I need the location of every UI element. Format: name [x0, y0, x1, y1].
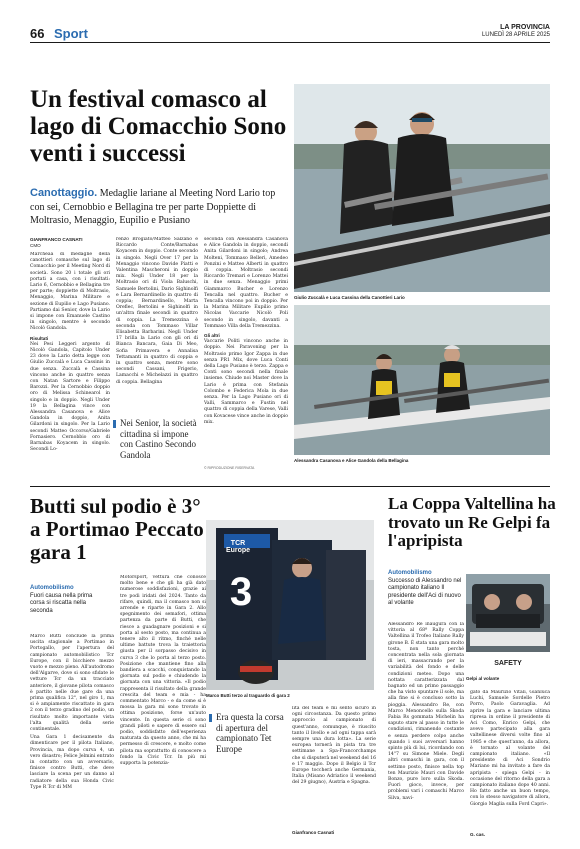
article3-col2-text: gato da Maurizio Vitali, Gianluca Luchi, Samuele Sordelle Pietro Porro, Paolo Garavaglia. Ad aprire la gara e lanciare ultima ripresa in ordine il presidente di Aci Como, Enrico Gelpi, che avevo partecipato alla gara valtellinese diversi volte fino al 1985 e che quest'anno, da allora, è tornato al volante del campionato italiano. «Il presidente di Aci Sondrio Mariano mi ha invitato a fare da apripista - spiega Gelpi - in occasione del ritorno della gara a campionato italiano dopo 40 anni. Ho fatto anche un buon tempo, con lo stesso navigatore di allora, Giorgio Maglia sulla Ford Capri».: [470, 690, 550, 807]
article3-column-1: [388, 622, 464, 844]
article2-kicker: [30, 585, 108, 615]
masthead: [482, 24, 550, 40]
article2-col2-text: Motorsport, vettura che conosce molto bene e che gli ha già dato numerose soddisfazioni, grazie ai tre podi iridati del 2024. Tanto da rifare, quindi, ma il comasco non si arrende e riparte in Gara 2. Allo spegnimento dei semafori, ottima partenza da parte di Butti, che riesce a guadagnare posizioni e si porta al sesto posto, ma continua a tenere alto il ritmo, finché nelle ultime battute trova la traiettoria giusta per il sorpasso decisivo in curva 3 che lo porta al terzo posto. Posizione che mantiene fino alla bandiera a scacchi, conquistando la giornata sul podio e chiudendo la giornata con una vittoria. «Il podio rappresenta il risultato della grande crescita del team e mia - ha commentato Marco - e da come si è mossa la gara mi sono trovato in ottima posizione, forse un'auto vincente. In questa serie ci sono grandi piloti e sapere di essere sul podio, soddisfatto dell'esperienza maturata da questo anno, che mi ha permesso di crescere, e molto come pilota ma soprattutto di conoscere a fondo la Civic Tcr. In più mi supporta la potenzia-: [120, 575, 206, 767]
article3-col1-text: Alessandro Re inaugura con la vittoria al 68ª Rally Coppa Valtellina il Trofeo Italiano Rally girone B. È stata una gara molto tosta, non tanto perché concentrata nella sola giornata di ieri, massacrando per la variabilità del fondo e delle condizioni meteo. Dopo una nottata caratterizzata dal bagnato ed un primo passaggio che ha visto spuntare il sole, ma alla fine si è concluso sotto la pioggia. Alessandro Re, con Marco Menoncello sulla Skoda Fabia Rs gommata Michelin ha saputo stare al passo in tutte le condizioni, rimanendo costante e senza perdere colpo anche quando i suoi avversari hanno spinto più di lui, ricordando con 14"7 su Simone Miele. Degli altri comaschi in gara, con il settimo posto, finisce nella top ten Maurizio Mauri con Davide Bonzo, pure loro sulla Skoda. Fuori gioco, invece, per problemi vari i comaschi Marco Silva, navi-: [388, 622, 464, 801]
article1-kicker-label: Canottaggio.: [30, 187, 98, 199]
article1-column-3: [204, 237, 288, 477]
article1-col2-text: renzo Brogiato/Matteo Salzano e Riccardo Conte/Barnabas Koyacem in doppio. Conte secondo in singolo. Negli Over 17 per la Menaggio vincono Davide Piatti e Valentina Mascheroni in doppio mix. Negli Under 18 per la Moltrasio ori di Viola Baluschi, Samuele Bertolini, Dario Sighinolfi e Lara Bernardinello in quattro di coppia; Bernardinello, Marta Oreflec, Bertolini e Sighinolfi in un'altra finale secondi in quattro di coppia. La Tremezzina è seconda con Tommaso Villar Elisabetta Barbarini. Negli Under 17 brilla la Lario con gli ori di Bianca Bancara, Gaia Di Meo, Sofia Primavera e Annalisa Tettamanti in quattro di coppia e in quattro senza, mentre sono secondi Cassani, Frigerio, Lamacchi e Michelazzi in quattro di coppia. Bellagina: [116, 237, 198, 385]
issue-date: LUNEDÌ 28 APRILE 2025: [481, 32, 550, 39]
header-rule: [30, 42, 550, 43]
photo-gelpi-car: [466, 574, 550, 652]
safety-plate: SAFETY: [494, 660, 522, 667]
article3-kicker-text: Successo di Alessandro nel campionato italiano Il presidente dell'Aci di nuovo al volante: [388, 577, 462, 606]
publication-name: LA PROVINCIA: [500, 24, 550, 31]
byline-place: CMO: [30, 243, 41, 248]
article1-pull-quote: Nei Senior, la società cittadina si impone con Castino Secondo Gandola: [120, 418, 200, 460]
article2-kicker-label: Automobilismo: [30, 585, 74, 591]
article1-col3-text: seconda con Alessandra Casanova e Alice Gandola in doppio, secondi Anita Gilardoni in singolo; Andrea Molteni, Tommaso Belleri, Amedeo Ponzini e Matteo Alberti in quattro di coppia. Moltrasio secondi Riccardo Tremari e Lorenzo Mattei in due senza. Menaggio primi Giammarco Bucher e Lorenzo Tencalla nel quattro. Bucher e Tencalla vincono poi in doppio. Per la Marina Militare Eupilio primo Nicolas Vaccarie Nicolò Poli secondo in singolo, davanti a Tommaso Villa della Tremezzina.: [204, 237, 288, 329]
article3-column-2: [470, 690, 550, 830]
photo2-caption: Alessandra Casanova e Alice Gandola della Bellagina: [294, 458, 409, 463]
photo1-caption: Giulio Zuccalà e Luca Cassina della Canottieri Lario: [294, 295, 405, 300]
article1-col1-subhead: Risultati: [30, 335, 49, 341]
article3-kicker: [388, 570, 462, 608]
article2-kicker-text: Fuori causa nella prima corsa si riscatta nella seconda: [30, 592, 93, 614]
article3-headline: La Coppa Valtellina ha trovato un Re Gelpi fa l'apripista: [388, 494, 556, 551]
article2-col1b-text: Una Gara 1 decisamente da dimenticare per il pilota Italiano, Provincia, ma dopo curva 4, un vero disastro; Felice Jelmini entrato in contatto con un avversario, finisce contro Butti, che deve lasciare la scena per un danno al radiatore della sua Honda Civic Type R Tcr di MM: [30, 735, 114, 790]
article1-col1-text: Marcheaa di medaglie della canottieri comasche sul lago di Comacchio per il Meeting Nord di società. Sono 20 i totale gli ori portati a casa, con i risultati: Lario 6, Cernobbio e Bellagina tre per parte; doppiette di Moltrasio, Menaggio, Marina Militare e sezione di Eupilio e Lago Pusiano. Partiamo dai Senior, dove la Lario si impone con Emanuele Castino in singolo, mentre è secondo Nicolò Gandola.: [30, 252, 110, 332]
article1-column-2: [116, 237, 198, 407]
photo-gelpi-caption: Gelpi al volante: [466, 676, 500, 681]
photo-rowers-lario: [294, 84, 550, 292]
article1-headline: Un festival comasco al lago di Comacchio Sono venti i successi: [30, 86, 287, 167]
article1-byline: [30, 237, 90, 249]
article1-kicker-text: Medaglie lariane al Meeting Nord Lario top con sei, Cernobbio e Bellagina tre per parte Doppiette di Moltrasio, Menaggio, Eupilio e Pusiano: [30, 188, 276, 227]
article1-column-1: [30, 252, 110, 482]
byline-name: GIANFRANCO CASNATI: [30, 237, 83, 242]
section-name: Sport: [54, 26, 88, 41]
car-number: 3: [229, 570, 253, 614]
article1-col1b-text: Nei Pesi Leggeri argento di Nicolò Gandola, Capitolo Under 23 dove la Lario detta legge con Giulio Zuccalà e Luca Cassinis in due senza. Zuccalà e Cassina vincono anche in quattro senza con Natan Sartore e Filippo Barozzi. Per la Cernobbio doppio oro di Melissa Schinearol in singolo e in doppio. Negli Under 19 la Bellagina vince con Alessandra Casanova e Alice Gandola in doppio, Anita Gilardoni in singolo. Per la Lario secondi Matteo Occorso/Gabriele Fornasiero. Cernobbio oro di Barnabas Koyacem in singolo. Secondi Lo-: [30, 341, 110, 453]
photo-rowers-bellagina: [294, 305, 550, 455]
article1-col3b-text: Vaccarie Politi vincono anche in doppio. Nei Paravoning per la Moltrasio primo Igor Zappa in due senza PR1 Mix, dove Luca Conti della Lago Pusiano è terzo. Zappa e Conti sono secondi nella finale insieme. Chiude noi Master dove la Lario è prima con Stefania Colombo e Federica Mola in due senza. Per la Lago Pusiano ori di Valli, Sammarco e Fustin nel quattro di coppia della Varese, Valli con Kovacese vince anche in doppio mix.: [204, 339, 288, 425]
tcr-banner-text: TCR Europe: [225, 540, 251, 554]
article3-byline: G. cas.: [470, 832, 486, 837]
article2-headline: Butti sul podio è 3° a Portimao Peccato gara 1: [30, 494, 204, 565]
article1-kicker: [30, 186, 290, 228]
article2-col1-text: Marco Butti conclude la prima uscita stagionale a Portimao in Portogallo, per l'apertura del campionato automobilistico Tcr Europe, con il bicchiere mezzo vuoto e mezzo pieno. All'autodromo dell'Algarve, dove si sono sfidate le vetture Tcr da un tracciato anteriore, il giovane pilota comasco è partito nelle due gare da una prima qualifica 12°, nel giro 1, ma si è ampiamente riscattato in gara 2 con il terzo gradino del podio, un risultato molto importante vista l'alta qualità della serie continentale.: [30, 634, 114, 733]
photo-butti-caption: Marco Butti terzo al traguardo di gara 2: [206, 693, 290, 698]
article2-column-1: [30, 634, 114, 844]
article2-col3-text: lità del team e mi sento sicuro in ogni circostanza. Da questo primo approccio al campionato di quest'anno, comunque, è riuscito tanto il livello e ad ogni tappa sarà sempre una dura lotta». La serie europea tornerà in pista tra tre settimane a Spa-Francorchamps che si disputerà nel weekend del 16 e 17 maggio. Dopo il Belgio il Tcr Europe toccherà anche Germania, Italia (Misano Adriatico il weekend del 29 giugno), Austria e Spagna.: [292, 706, 376, 786]
article2-column-3: [292, 706, 376, 836]
article1-col3-subhead: Gli altri: [204, 333, 220, 339]
article2-column-2: [120, 575, 206, 845]
page-number: 66: [30, 26, 45, 41]
photo-credit: © RIPRODUZIONE RISERVATA: [204, 466, 255, 470]
article2-byline: Gianfranco Casnati: [292, 830, 335, 835]
article2-pull-quote: Era questa la corsa di apertura del campionato Tet Europe: [216, 712, 284, 754]
article3-kicker-label: Automobilismo: [388, 570, 432, 576]
section-rule: [30, 486, 550, 487]
